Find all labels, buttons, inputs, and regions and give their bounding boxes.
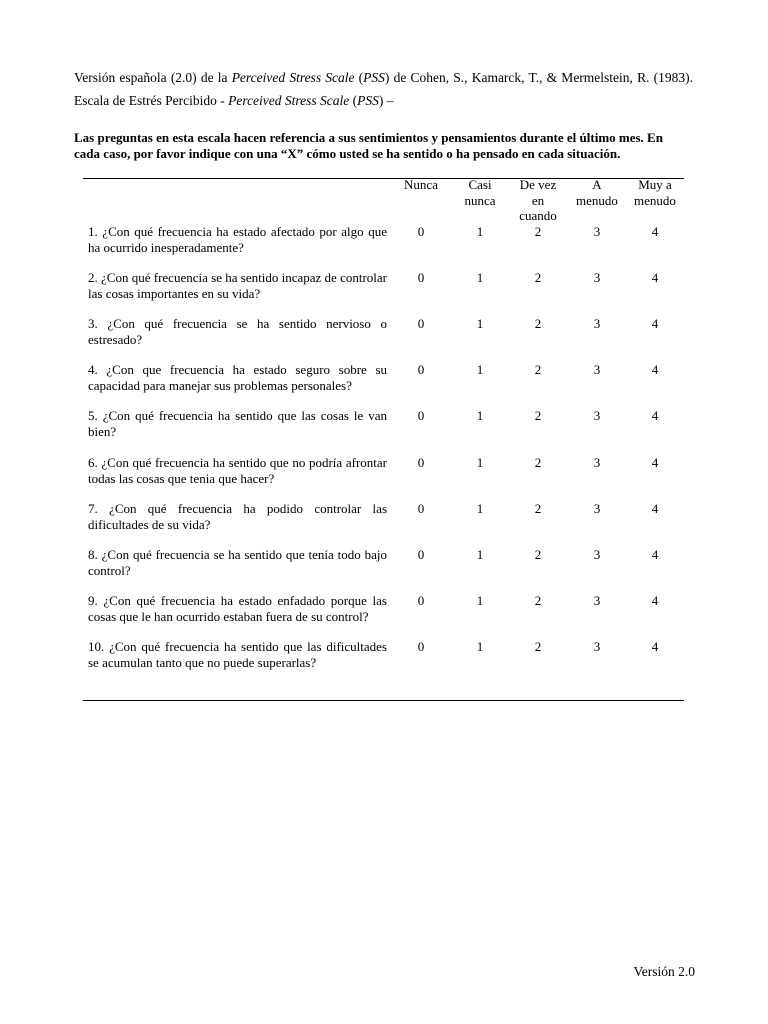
response-option[interactable]: 3 — [593, 593, 601, 608]
response-option[interactable]: 4 — [651, 593, 659, 608]
scale-abbreviation: PSS — [363, 70, 385, 85]
scale-title: Perceived Stress Scale — [228, 93, 350, 108]
response-option[interactable]: 2 — [534, 547, 542, 562]
response-option[interactable]: 3 — [593, 455, 601, 470]
response-option[interactable]: 2 — [534, 408, 542, 423]
scale-abbreviation: PSS — [357, 93, 379, 108]
response-option[interactable]: 2 — [534, 316, 542, 331]
response-option[interactable]: 1 — [476, 270, 484, 285]
citation-part: ) de Cohen, S., Kamarck, T., & Mermelstein, R. (1983). Escala de Estrés Percibido - — [74, 70, 694, 108]
citation-part: ( — [349, 93, 358, 108]
question-text: 3. ¿Con qué frecuencia se ha sentido nervioso o estresado? — [88, 316, 387, 347]
response-option[interactable]: 4 — [651, 270, 659, 285]
response-option[interactable]: 2 — [534, 362, 542, 377]
response-option[interactable]: 0 — [417, 316, 425, 331]
table-bottom-rule — [83, 700, 684, 701]
response-option[interactable]: 3 — [593, 408, 601, 423]
scale-title: Perceived Stress Scale — [231, 70, 355, 85]
response-option[interactable]: 4 — [651, 455, 659, 470]
response-option[interactable]: 0 — [417, 362, 425, 377]
response-option[interactable]: 1 — [476, 593, 484, 608]
question-text: 9. ¿Con qué frecuencia ha estado enfadado porque las cosas que le han ocurrido estaban fuera de su control? — [88, 593, 387, 624]
response-option[interactable]: 2 — [534, 501, 542, 516]
question-text: 8. ¿Con qué frecuencia se ha sentido que tenía todo bajo control? — [88, 547, 387, 578]
response-option[interactable]: 3 — [593, 362, 601, 377]
response-option[interactable]: 4 — [651, 547, 659, 562]
response-option[interactable]: 2 — [534, 455, 542, 470]
response-option[interactable]: 2 — [534, 224, 542, 239]
response-option[interactable]: 2 — [534, 639, 542, 654]
response-option[interactable]: 0 — [417, 455, 425, 470]
response-option[interactable]: 1 — [476, 224, 484, 239]
response-option[interactable]: 4 — [651, 224, 659, 239]
response-option[interactable]: 0 — [417, 224, 425, 239]
response-option[interactable]: 1 — [476, 316, 484, 331]
citation-paragraph — [74, 66, 693, 112]
column-header-casi-nunca: Casi nunca — [464, 177, 496, 208]
response-option[interactable]: 3 — [593, 501, 601, 516]
response-option[interactable]: 0 — [417, 639, 425, 654]
response-option[interactable]: 4 — [651, 316, 659, 331]
response-option[interactable]: 4 — [651, 362, 659, 377]
response-option[interactable]: 3 — [593, 224, 601, 239]
response-option[interactable]: 4 — [651, 639, 659, 654]
column-header-a-menudo: A menudo — [576, 177, 618, 208]
response-option[interactable]: 1 — [476, 455, 484, 470]
response-option[interactable]: 4 — [651, 501, 659, 516]
citation-part: ) – — [378, 93, 394, 108]
citation-part: ( — [354, 70, 364, 85]
response-option[interactable]: 1 — [476, 408, 484, 423]
question-text: 10. ¿Con qué frecuencia ha sentido que las dificultades se acumulan tanto que no puede superarlas? — [88, 639, 387, 670]
question-text: 5. ¿Con qué frecuencia ha sentido que las cosas le van bien? — [88, 408, 387, 439]
response-option[interactable]: 0 — [417, 270, 425, 285]
response-option[interactable]: 3 — [593, 639, 601, 654]
question-text: 7. ¿Con qué frecuencia ha podido controlar las dificultades de su vida? — [88, 501, 387, 532]
column-header-de-vez-en-cuando: De vez en cuando — [519, 177, 557, 223]
citation-part: Versión española (2.0) de la — [74, 70, 232, 85]
response-option[interactable]: 2 — [534, 593, 542, 608]
response-option[interactable]: 1 — [476, 362, 484, 377]
question-text: 4. ¿Con que frecuencia ha estado seguro sobre su capacidad para manejar sus problemas personales? — [88, 362, 387, 393]
response-option[interactable]: 4 — [651, 408, 659, 423]
instructions: Las preguntas en esta escala hacen referencia a sus sentimientos y pensamientos durante el último mes. En cada caso, por favor indique con una “X” cómo usted se ha sentido o ha pensado en cada situación. — [74, 130, 663, 161]
question-text: 1. ¿Con qué frecuencia ha estado afectado por algo que ha ocurrido inesperadamente? — [88, 224, 387, 255]
response-option[interactable]: 1 — [476, 501, 484, 516]
response-option[interactable]: 3 — [593, 270, 601, 285]
question-text: 2. ¿Con qué frecuencia se ha sentido incapaz de controlar las cosas importantes en su vida? — [88, 270, 387, 301]
version-footer: Versión 2.0 — [633, 964, 695, 979]
response-option[interactable]: 1 — [476, 639, 484, 654]
column-header-muy-a-menudo: Muy a menudo — [634, 177, 676, 208]
question-text: 6. ¿Con qué frecuencia ha sentido que no podría afrontar todas las cosas que tenia que hacer? — [88, 455, 387, 486]
response-option[interactable]: 0 — [417, 408, 425, 423]
response-option[interactable]: 2 — [534, 270, 542, 285]
response-option[interactable]: 0 — [417, 547, 425, 562]
response-option[interactable]: 0 — [417, 593, 425, 608]
response-option[interactable]: 0 — [417, 501, 425, 516]
response-option[interactable]: 1 — [476, 547, 484, 562]
response-option[interactable]: 3 — [593, 547, 601, 562]
response-option[interactable]: 3 — [593, 316, 601, 331]
column-header-nunca: Nunca — [404, 177, 438, 192]
